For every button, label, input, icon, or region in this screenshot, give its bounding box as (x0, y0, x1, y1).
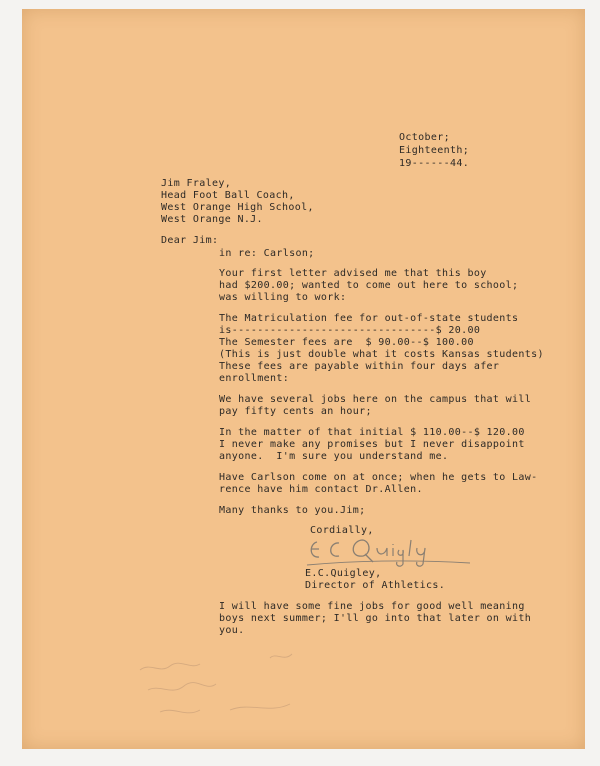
letter-page (22, 9, 585, 749)
para3-line-2: pay fifty cents an hour; (219, 406, 372, 417)
date-line-3: 19------44. (399, 158, 470, 169)
postscript-line-1: I will have some fine jobs for good well meaning (219, 601, 525, 612)
subject-line: in re: Carlson; (219, 248, 315, 259)
addressee-school: West Orange High School, (161, 202, 314, 213)
signer-title: Director of Athletics. (305, 580, 446, 591)
para2-line-5: These fees are payable within four days afer (219, 361, 500, 372)
para4-line-1: In the matter of that initial $ 110.00--$ 120.00 (219, 427, 525, 438)
addressee-name: Jim Fraley, (161, 178, 232, 189)
para1-line-1: Your first letter advised me that this boy (219, 268, 487, 279)
closing: Cordially, (310, 525, 374, 536)
signer-name: E.C.Quigley, (305, 568, 382, 579)
para1-line-3: was willing to work: (219, 292, 347, 303)
para2-line-2: is--------------------------------$ 20.00 (219, 325, 481, 336)
para2-line-1: The Matriculation fee for out-of-state students (219, 313, 519, 324)
date-line-1: October; (399, 132, 450, 143)
addressee-city: West Orange N.J. (161, 214, 263, 225)
para2-line-4: (This is just double what it costs Kansas students) (219, 349, 544, 360)
postscript-line-3: you. (219, 625, 245, 636)
addressee-title: Head Foot Ball Coach, (161, 190, 295, 201)
postscript-line-2: boys next summer; I'll go into that later on with (219, 613, 532, 624)
pencil-marks (120, 640, 340, 735)
para5-line-2: rence have him contact Dr.Allen. (219, 484, 423, 495)
para2-line-6: enrollment: (219, 373, 290, 384)
para4-line-2: I never make any promises but I never disappoint (219, 439, 525, 450)
para6-line: Many thanks to you.Jim; (219, 505, 366, 516)
para4-line-3: anyone. I'm sure you understand me. (219, 451, 449, 462)
para5-line-1: Have Carlson come on at once; when he gets to Law- (219, 472, 538, 483)
handwritten-signature (305, 532, 475, 568)
date-line-2: Eighteenth; (399, 145, 470, 156)
salutation: Dear Jim: (161, 235, 219, 246)
para1-line-2: had $200.00; wanted to come out here to school; (219, 280, 519, 291)
para3-line-1: We have several jobs here on the campus that will (219, 394, 532, 405)
para2-line-3: The Semester fees are $ 90.00--$ 100.00 (219, 337, 474, 348)
